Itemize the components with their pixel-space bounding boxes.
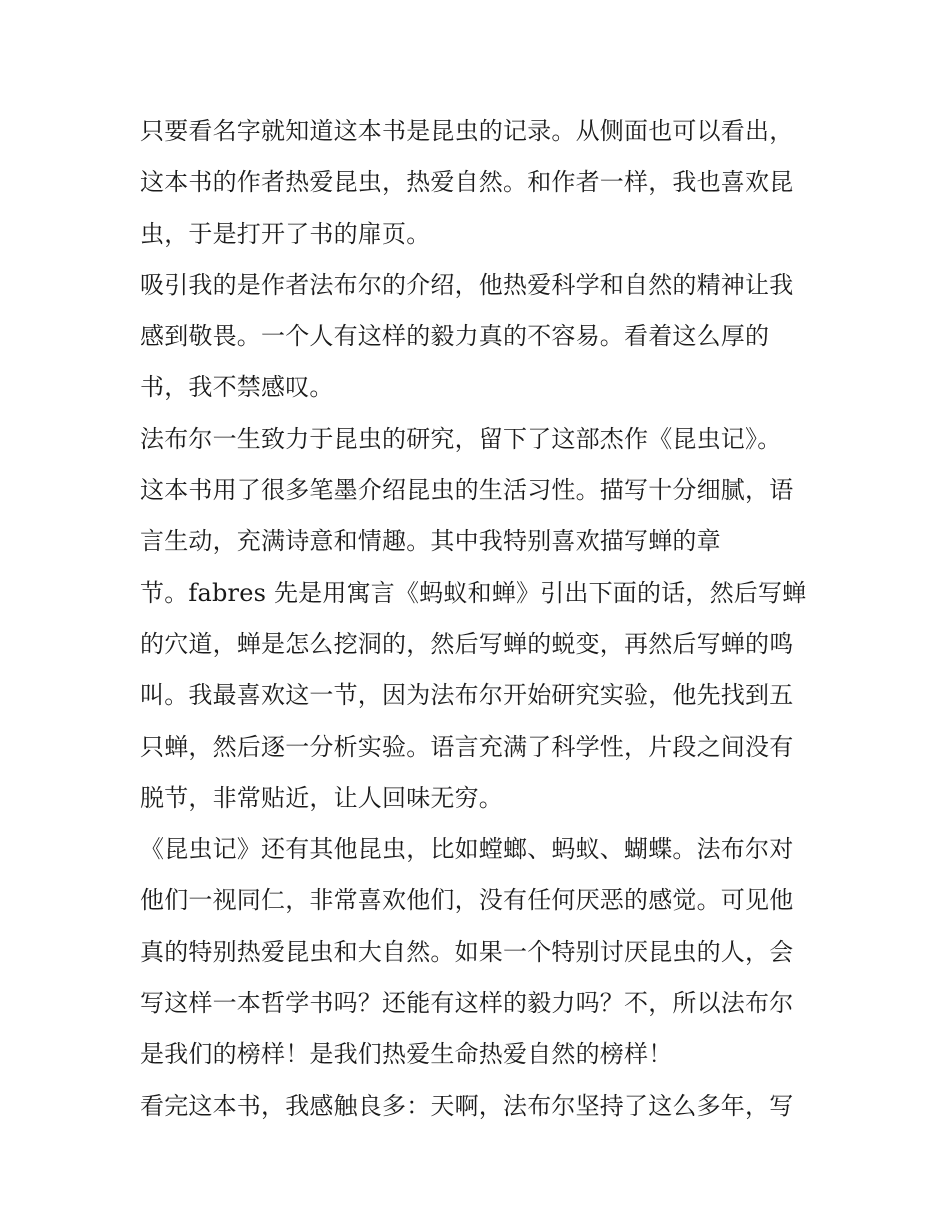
text-line: 写这样一本哲学书吗？还能有这样的毅力吗？不，所以法布尔 [140, 989, 794, 1018]
text-line: 法布尔一生致力于昆虫的研究，留下了这部杰作《昆虫记》。 [140, 424, 782, 453]
text-line: 虫，于是打开了书的扉页。 [140, 219, 431, 248]
text-line: 只蝉，然后逐一分析实验。语言充满了科学性，片段之间没有 [140, 732, 794, 761]
text-line: 他们一视同仁，非常喜欢他们，没有任何厌恶的感觉。可见他 [140, 886, 794, 915]
text-line: 叫。我最喜欢这一节，因为法布尔开始研究实验，他先找到五 [140, 681, 794, 710]
text-line: 只要看名字就知道这本书是昆虫的记录。从侧面也可以看出， [140, 117, 794, 145]
text-line: 是我们的榜样！是我们热爱生命热爱自然的榜样！ [140, 1040, 673, 1069]
text-line: 《昆虫记》还有其他昆虫，比如螳螂、蚂蚁、蝴蝶。法布尔对 [140, 835, 794, 864]
text-line: 言生动，充满诗意和情趣。其中我特别喜欢描写蝉的章 [140, 527, 721, 556]
text-line: 书，我不禁感叹。 [140, 373, 334, 402]
text-line: 真的特别热爱昆虫和大自然。如果一个特别讨厌昆虫的人，会 [140, 937, 794, 966]
text-line: 看完这本书，我感触良多：天啊，法布尔坚持了这么多年，写 [140, 1091, 794, 1120]
text-line: 感到敬畏。一个人有这样的毅力真的不容易。看着这么厚的 [140, 322, 770, 351]
text-line: 的穴道，蝉是怎么挖洞的，然后写蝉的蜕变，再然后写蝉的鸣 [140, 629, 794, 658]
essay-body [140, 106, 820, 1132]
text-line: 脱节，非常贴近，让人回味无穷。 [140, 783, 503, 812]
text-line: 节。fabres 先是用寓言《蚂蚁和蝉》引出下面的话，然后写蝉 [140, 578, 807, 607]
text-line: 这本书的作者热爱昆虫，热爱自然。和作者一样，我也喜欢昆 [140, 168, 794, 197]
text-line: 这本书用了很多笔墨介绍昆虫的生活习性。描写十分细腻，语 [140, 476, 794, 505]
text-line: 吸引我的是作者法布尔的介绍，他热爱科学和自然的精神让我 [140, 270, 794, 299]
